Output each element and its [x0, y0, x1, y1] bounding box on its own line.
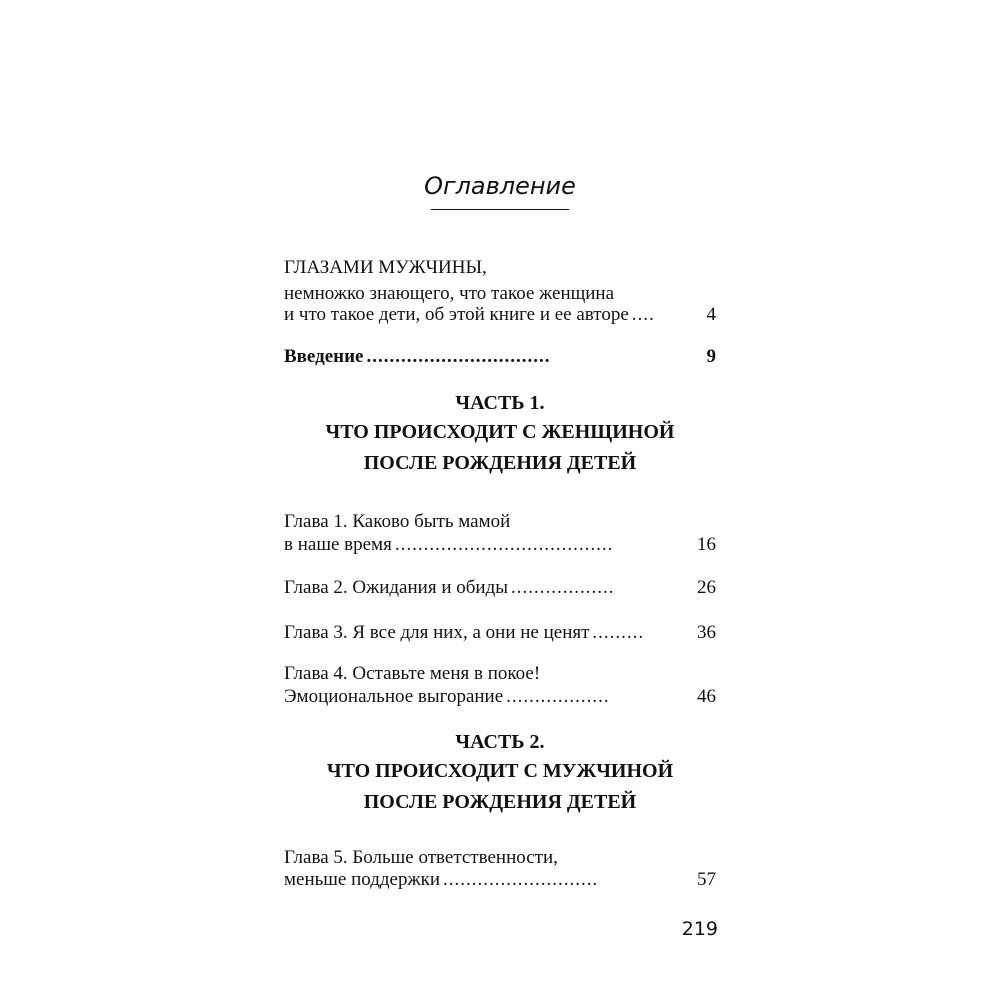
part2-title-line-2: ПОСЛЕ РОЖДЕНИЯ ДЕТЕЙ: [363, 791, 637, 813]
preface-leader: ....: [631, 304, 655, 325]
intro-entry[interactable]: [284, 346, 716, 368]
chapter1-entry[interactable]: [284, 534, 716, 556]
part1-label: ЧАСТЬ 1.: [455, 392, 545, 414]
chapter5-entry[interactable]: [284, 869, 716, 891]
intro-leader: ................................: [366, 346, 551, 367]
chapter5-leader: ...........................: [443, 869, 599, 890]
intro-label: Введение: [284, 346, 364, 367]
chapter4-entry[interactable]: [284, 686, 716, 708]
chapter1-line-2: в наше время: [284, 534, 392, 555]
chapter2-entry[interactable]: [284, 577, 716, 599]
chapter2-leader: ..................: [511, 577, 615, 598]
preface-entry[interactable]: [284, 304, 716, 326]
chapter3-line-1: Глава 3. Я все для них, а они не ценят: [284, 622, 590, 643]
part2-title-line-1: ЧТО ПРОИСХОДИТ С МУЖЧИНОЙ: [326, 760, 674, 782]
chapter3-page: 36: [697, 622, 716, 643]
preface-line-1: ГЛАЗАМИ МУЖЧИНЫ,: [284, 257, 487, 278]
chapter5-line-1: Глава 5. Больше ответственности,: [284, 847, 558, 868]
part2-label: ЧАСТЬ 2.: [455, 731, 545, 753]
page-number: 219: [681, 918, 718, 940]
toc-title-underline: [431, 209, 569, 210]
chapter1-line-1: Глава 1. Каково быть мамой: [284, 511, 511, 532]
chapter1-page: 16: [697, 534, 716, 555]
chapter4-page: 46: [697, 686, 716, 707]
chapter2-page: 26: [697, 577, 716, 598]
chapter2-line-1: Глава 2. Ожидания и обиды: [284, 577, 509, 598]
preface-page: 4: [706, 304, 716, 325]
chapter4-line-2: Эмоциональное выгорание: [284, 686, 504, 707]
chapter5-line-2: меньше поддержки: [284, 869, 441, 890]
chapter4-leader: ..................: [506, 686, 610, 707]
chapter4-line-1: Глава 4. Оставьте меня в покое!: [284, 663, 541, 684]
part1-title-line-2: ПОСЛЕ РОЖДЕНИЯ ДЕТЕЙ: [363, 452, 637, 474]
part1-title-line-1: ЧТО ПРОИСХОДИТ С ЖЕНЩИНОЙ: [325, 421, 675, 443]
chapter1-leader: ......................................: [394, 534, 614, 555]
chapter3-leader: .........: [592, 622, 645, 643]
preface-line-2: немножко знающего, что такое женщина: [284, 283, 615, 304]
chapter3-entry[interactable]: [284, 622, 716, 644]
chapter5-page: 57: [697, 869, 716, 890]
toc-title: Оглавление: [424, 172, 576, 200]
intro-page: 9: [706, 346, 716, 367]
preface-line-3: и что такое дети, об этой книге и ее авторе: [284, 304, 629, 325]
